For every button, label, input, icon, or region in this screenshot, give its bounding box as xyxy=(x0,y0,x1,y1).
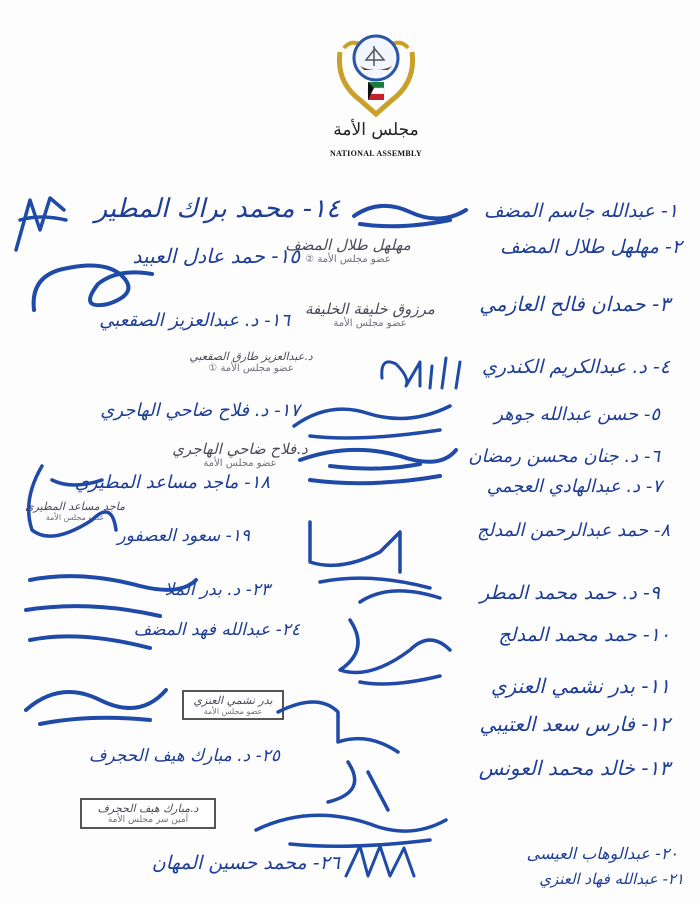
name-entry: ٩- د. حمد محمد المطر xyxy=(480,582,660,604)
assembly-name-arabic: مجلس الأمة xyxy=(333,120,419,140)
name-entry: ١٤- محمد براك المطير xyxy=(94,194,340,224)
stamp-role: عضو مجلس الأمة xyxy=(203,458,277,469)
member-stamp xyxy=(268,236,428,265)
stamp-name: مهلهل طلال المضف xyxy=(285,236,411,254)
assembly-name-english: NATIONAL ASSEMBLY xyxy=(329,149,423,158)
signature xyxy=(12,460,122,550)
name-entry: ١٦- د. عبدالعزيز الصقعبي xyxy=(99,310,290,331)
signature xyxy=(20,670,170,730)
stamp-role: عضو مجلس الأمة ② xyxy=(305,254,391,265)
name-entry: ٢٣- د. بدر الملا xyxy=(164,580,270,600)
signature xyxy=(350,196,470,236)
signature xyxy=(28,254,158,316)
stamp-name: د.فلاح ضاحي الهاجري xyxy=(172,440,308,458)
member-stamp xyxy=(80,798,216,829)
signature xyxy=(340,836,420,886)
stamp-role: عضو مجلس الأمة xyxy=(203,707,263,716)
stamp-name: د.عبدالعزيز طارق الصقعبي xyxy=(189,350,313,363)
member-stamp xyxy=(170,440,310,469)
stamp-role: أمين سر مجلس الأمة xyxy=(107,815,189,825)
national-assembly-emblem xyxy=(330,22,422,122)
name-entry: ٤- د. عبدالكريم الكندري xyxy=(481,356,670,378)
name-entry: ١٥- حمد عادل العبيد xyxy=(132,244,300,268)
stamp-role: عضو مجلس الأمة xyxy=(45,513,105,522)
member-stamp xyxy=(176,350,326,374)
name-entry: ٢٤- عبدالله فهد المضف xyxy=(133,620,300,640)
stamp-name: بدر نشمي العنزي xyxy=(193,694,273,707)
name-entry: ٢٥- د. مبارك هيف الحجرف xyxy=(88,746,280,766)
signature xyxy=(268,692,418,812)
name-entry: ٢٠- عبدالوهاب العيسى xyxy=(526,844,678,863)
name-entry: ٧- د. عبدالهادي العجمي xyxy=(486,476,662,497)
name-entry: ٣- حمدان فالح العازمي xyxy=(479,292,670,316)
name-entry: ١٢- فارس سعد العتيبي xyxy=(479,712,670,736)
stamp-name: ماجد مساعد المطيري xyxy=(25,500,125,513)
name-entry: ٢١- عبدالله فهاد العنزي xyxy=(539,870,684,888)
name-entry: ١٩- سعود العصفور xyxy=(117,526,250,546)
name-entry: ٦- د. جنان محسن رمضان xyxy=(468,446,660,467)
stamp-name: مرزوق خليفة الخليفة xyxy=(305,300,435,318)
name-entry: ١٣- خالد محمد العونس xyxy=(478,756,670,780)
stamp-role: عضو مجلس الأمة xyxy=(333,318,407,329)
stamp-role: عضو مجلس الأمة ① xyxy=(208,363,294,374)
name-entry: ٢- مهلهل طلال المضف xyxy=(499,236,682,258)
name-entry: ١٧- د. فلاح ضاحي الهاجري xyxy=(100,400,300,421)
stamp-name: د.مبارك هيف الحجرف xyxy=(97,802,199,815)
name-entry: ١١- بدر نشمي العنزي xyxy=(490,674,670,698)
signature xyxy=(330,610,460,690)
signature xyxy=(290,436,460,492)
name-entry: ٥- حسن عبدالله جوهر xyxy=(494,404,660,425)
name-entry: ١٨- ماجد مساعد المطيري xyxy=(74,472,270,493)
name-entry: ٢٦- محمد حسين المهان xyxy=(151,852,340,874)
name-entry: ١- عبدالله جاسم المضف xyxy=(483,200,678,222)
signature xyxy=(10,190,70,260)
name-entry: ٨- حمد عبدالرحمن المدلج xyxy=(476,520,670,541)
name-entry: ١٠- حمد محمد المدلج xyxy=(498,624,670,646)
signature xyxy=(376,348,486,392)
signature xyxy=(300,512,450,612)
signature xyxy=(20,560,200,660)
member-stamp xyxy=(300,300,440,329)
